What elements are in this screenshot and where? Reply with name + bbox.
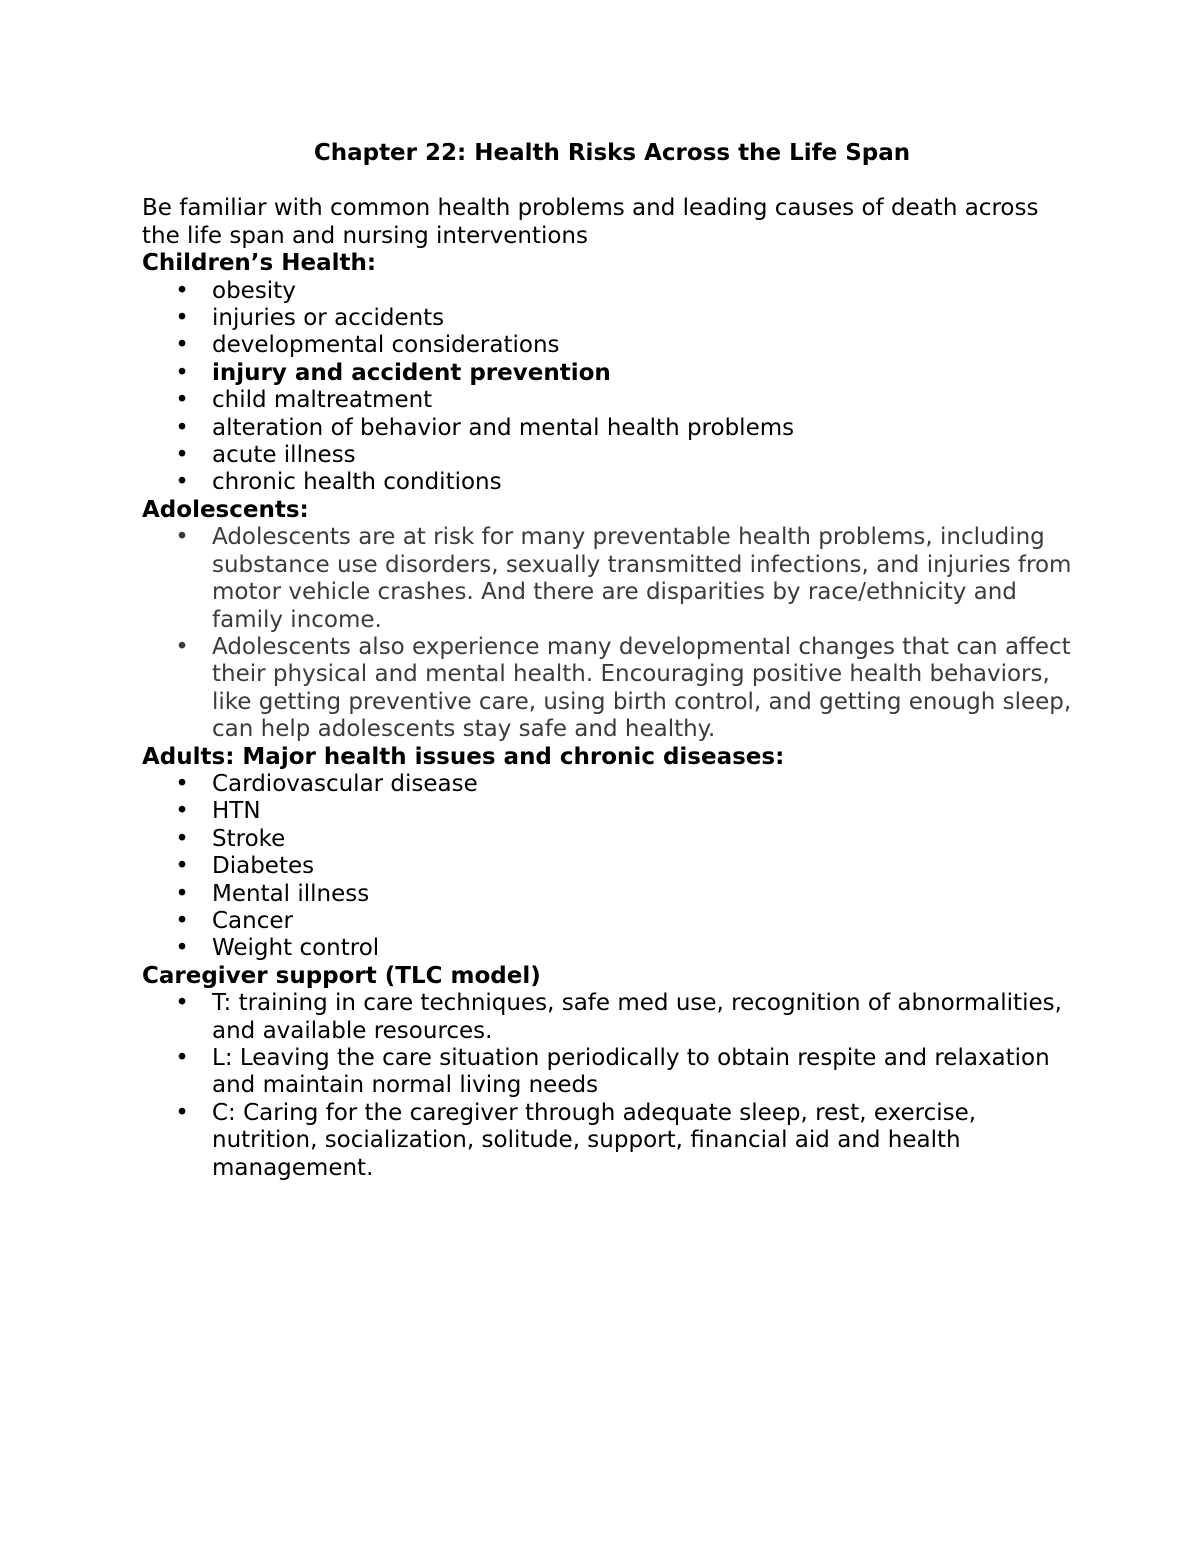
list-item: • Stroke	[175, 825, 286, 852]
list-item: • HTN	[175, 798, 261, 825]
list-item: • injuries or accidents	[175, 305, 445, 332]
page-title: Chapter 22: Health Risks Across the Life Span	[313, 140, 911, 166]
bullet-icon: •	[175, 442, 189, 469]
intro-paragraph: Be familiar with common health problems and leading causes of death across the life span and nursing interventions	[142, 195, 1039, 249]
bullet-icon: •	[175, 1045, 189, 1071]
list-item: • Adolescents are at risk for many preventable health problems, including substance use disorders, sexually transmitted infections, and injuries from motor vehicle crashes. And there are disparities by race/ethnicity and family income.	[175, 524, 1072, 633]
list-item: • Weight control	[175, 935, 380, 962]
list-item: • Adolescents also experience many developmental changes that can affect their physical and mental health. Encouraging positive health behaviors, like getting preventive care, using birth control, and getting enough sleep, can help adolescents stay safe and healthy.	[175, 633, 1072, 743]
list-item: • Cancer	[175, 907, 293, 934]
list-item: • obesity	[175, 277, 296, 304]
bullet-icon: •	[175, 907, 189, 934]
list-item: • C: Caring for the caregiver through adequate sleep, rest, exercise, nutrition, socialization, solitude, support, financial aid and health management.	[175, 1099, 977, 1181]
caregiver-list	[142, 990, 1082, 1182]
bullet-icon: •	[175, 414, 189, 441]
bullet-icon: •	[175, 277, 189, 304]
bullet-icon: •	[175, 1099, 189, 1126]
adolescents-list	[142, 524, 1082, 743]
bullet-icon: •	[175, 853, 189, 880]
list-item: • developmental considerations	[175, 332, 560, 359]
list-item: • acute illness	[175, 442, 356, 469]
section-heading-caregiver: Caregiver support (TLC model)	[142, 962, 541, 989]
bullet-icon: •	[175, 990, 189, 1017]
list-item: • L: Leaving the care situation periodically to obtain respite and relaxation and maintain normal living needs	[175, 1045, 1050, 1099]
bullet-icon: •	[175, 798, 189, 825]
section-heading-adolescents: Adolescents:	[142, 496, 309, 523]
bullet-icon: •	[175, 633, 189, 660]
bullet-icon: •	[175, 770, 189, 797]
bullet-icon: •	[175, 332, 189, 359]
list-item: • alteration of behavior and mental health problems	[175, 414, 795, 441]
section-heading-children: Children’s Health:	[142, 250, 377, 277]
bullet-icon: •	[175, 469, 189, 496]
children-list	[142, 278, 1082, 497]
bullet-icon: •	[175, 359, 189, 386]
section-heading-adults: Adults: Major health issues and chronic diseases:	[142, 743, 785, 770]
bullet-icon: •	[175, 387, 189, 414]
list-item: • Cardiovascular disease	[175, 770, 478, 797]
document-page	[142, 140, 1082, 1182]
bullet-icon: •	[175, 880, 189, 907]
list-item: • chronic health conditions	[175, 469, 502, 496]
list-item: • Diabetes	[175, 853, 315, 880]
list-item: • child maltreatment	[175, 387, 433, 414]
bullet-icon: •	[175, 935, 189, 962]
list-item: • injury and accident prevention	[175, 359, 611, 386]
bullet-icon: •	[175, 825, 189, 852]
bullet-icon: •	[175, 305, 189, 332]
bullet-icon: •	[175, 524, 189, 551]
adults-list	[142, 771, 1082, 963]
list-item: • T: training in care techniques, safe med use, recognition of abnormalities, and available resources.	[175, 990, 1062, 1044]
list-item: • Mental illness	[175, 880, 370, 907]
